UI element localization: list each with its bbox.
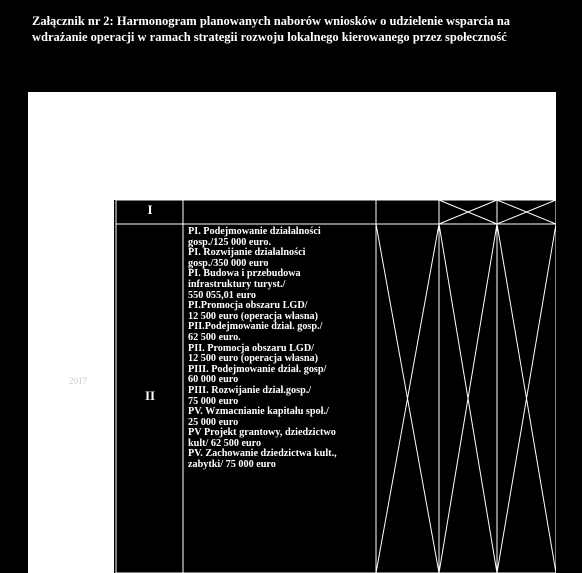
operations-list bbox=[188, 227, 378, 471]
operation-line: 60 000 euro bbox=[188, 374, 239, 386]
row1-half-year: I bbox=[147, 202, 153, 217]
year-label: 2017 bbox=[69, 376, 87, 386]
operation-line: PI. Podejmowanie działalności bbox=[188, 226, 321, 237]
operation-line: zabytki/ 75 000 euro bbox=[188, 459, 276, 471]
operation-line: PI. Rozwijanie działalności bbox=[188, 247, 306, 259]
operation-line: PI. Budowa i przebudowa bbox=[188, 268, 301, 280]
row1-col4-cell bbox=[376, 200, 439, 224]
operation-line: 75 000 euro bbox=[188, 395, 239, 407]
operation-line: kult/ 62 500 euro bbox=[188, 437, 262, 449]
operation-line: 550 055,01 euro bbox=[188, 289, 257, 301]
operation-line: PV Projekt grantowy, dziedzictwo bbox=[188, 427, 336, 439]
operation-line: PV. Zachowanie dziedzictwa kult., bbox=[188, 448, 337, 460]
operation-line: PI.Promocja obszaru LGD/ bbox=[188, 300, 308, 312]
row1-ops-cell bbox=[183, 200, 376, 224]
operation-line: gosp./125 000 euro. bbox=[188, 236, 272, 248]
row2-half-year: II bbox=[144, 388, 156, 403]
operation-line: PV. Wzmacnianie kapitału społ./ bbox=[188, 406, 329, 418]
operation-line: PII. Promocja obszaru LGD/ bbox=[188, 342, 315, 354]
operation-line: 12 500 euro (operacja własna) bbox=[188, 310, 318, 322]
operation-line: PIII. Podejmowanie dział. gosp/ bbox=[188, 363, 327, 375]
operation-line: PII.Podejmowanie dział. gosp./ bbox=[188, 321, 323, 333]
year-column bbox=[28, 92, 114, 573]
document-title: Załącznik nr 2: Harmonogram planowanych naborów wniosków o udzielenie wsparcia na wdrażanie operacji w ramach strategii rozwoju lokalnego kierowanego przez społeczność bbox=[32, 14, 511, 44]
operation-line: PIII. Rozwijanie dział.gosp./ bbox=[188, 384, 312, 396]
operation-line: 62 500 euro. bbox=[188, 331, 241, 343]
operation-line: gosp./350 000 euro bbox=[188, 257, 269, 269]
operation-line: infrastruktury turyst./ bbox=[188, 278, 286, 290]
operation-line: 12 500 euro (operacja własna) bbox=[188, 353, 318, 365]
operation-line: 25 000 euro bbox=[188, 416, 239, 428]
schedule-table bbox=[28, 92, 556, 573]
